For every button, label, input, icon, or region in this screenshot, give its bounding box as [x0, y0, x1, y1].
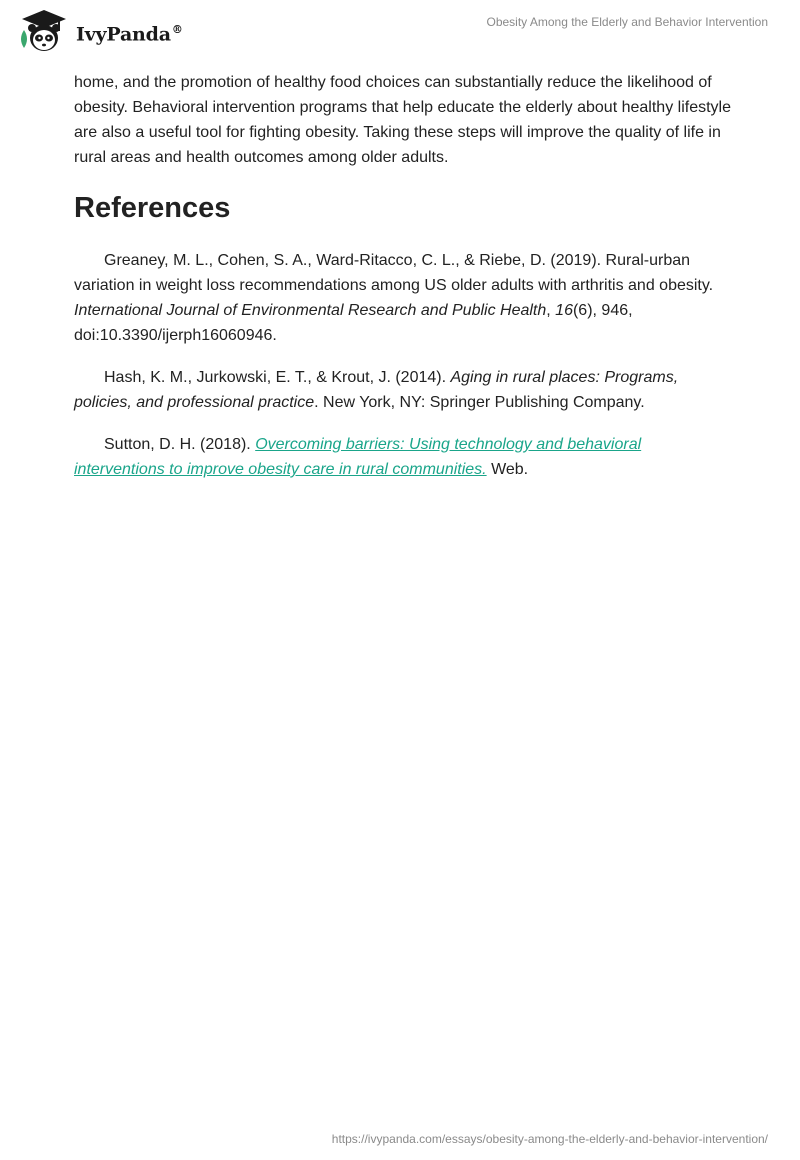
journal-volume: 16 — [555, 302, 573, 319]
reference-item: Hash, K. M., Jurkowski, E. T., & Krout, J. (2014). Aging in rural places: Programs, policies, and professional practice. New York, NY: Springer Publishing Company. — [74, 369, 679, 411]
running-title: Obesity Among the Elderly and Behavior Intervention — [486, 15, 768, 29]
book-title: Aging in rural places: Programs, policies, and professional practice — [74, 369, 679, 411]
reference-item: Greaney, M. L., Cohen, S. A., Ward-Ritacco, C. L., & Riebe, D. (2019). Rural-urban variation in weight loss recommendations among US older adults with arthritis and obesity. International Journal of Environmental Research and Public Health, 16(6), 946, doi:10.3390/ijerph16060946. — [74, 252, 714, 344]
document-body — [74, 70, 734, 499]
references-heading: References — [74, 192, 231, 224]
journal-title: International Journal of Environmental Research and Public Health — [74, 302, 547, 319]
footer-url: https://ivypanda.com/essays/obesity-among-the-elderly-and-behavior-intervention/ — [331, 1132, 768, 1146]
reference-item: Sutton, D. H. (2018). Overcoming barriers: Using technology and behavioral interventions to improve obesity care in rural communities. Web. — [74, 436, 642, 478]
body-paragraph: home, and the promotion of healthy food choices can substantially reduce the likelihood of obesity. Behavioral intervention programs that help educate the elderly about healthy lifestyle are also a useful tool for fighting obesity. Taking these steps will improve the quality of life in rural areas and health outcomes among older adults. — [74, 74, 731, 166]
page-header — [0, 0, 800, 66]
reference-link[interactable]: Overcoming barriers: Using technology and behavioral interventions to improve obesity care in rural communities. — [74, 436, 642, 478]
brand-logo[interactable] — [14, 8, 183, 56]
brand-name: IvyPanda® — [76, 22, 183, 46]
panda-graduation-cap-icon — [14, 8, 74, 56]
registered-mark: ® — [171, 22, 183, 36]
